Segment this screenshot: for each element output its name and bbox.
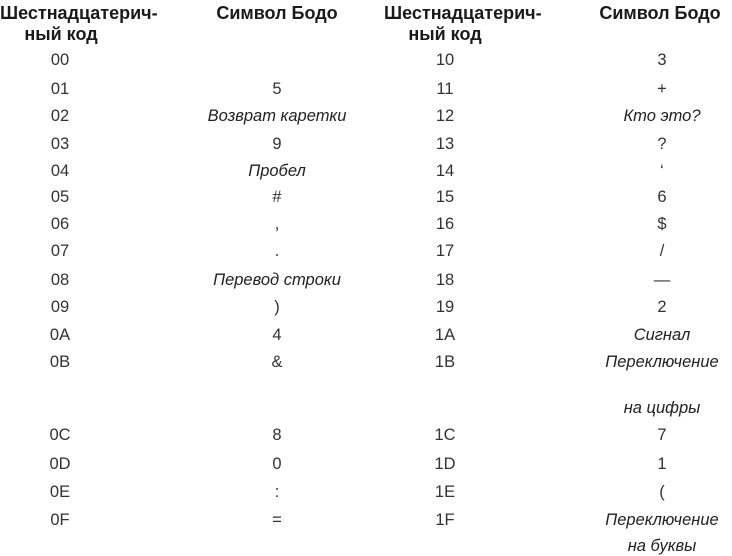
baudot-symbol-cell: & xyxy=(271,353,283,371)
hex-code-cell: 16 xyxy=(435,215,455,233)
baudot-symbol-cell: $ xyxy=(657,215,667,233)
hex-code-cell: 15 xyxy=(435,188,455,206)
header-hex-right: Шестнадцатерич- ный код xyxy=(384,3,542,44)
header-symbol-right: Символ Бодо xyxy=(599,3,721,23)
baudot-symbol-cell: Возврат каретки xyxy=(207,107,347,125)
baudot-symbol-cell: . xyxy=(274,242,280,260)
hex-code-cell: 05 xyxy=(50,188,70,206)
hex-code-cell: 04 xyxy=(50,162,70,180)
baudot-symbol-cell: 6 xyxy=(657,188,667,206)
hex-code-cell: 07 xyxy=(50,242,70,260)
baudot-symbol-cell: : xyxy=(274,483,280,501)
hex-code-cell: 02 xyxy=(50,107,70,125)
baudot-symbol-cell: ) xyxy=(274,298,280,316)
hex-code-cell: 1F xyxy=(435,511,455,529)
hex-code-cell: 0E xyxy=(49,483,71,501)
hex-code-cell: 0B xyxy=(49,353,71,371)
baudot-symbol-cell: + xyxy=(657,80,667,98)
baudot-symbol-cell: Кто это? xyxy=(623,107,701,125)
baudot-symbol-cell: 7 xyxy=(657,426,667,444)
hex-code-cell: 12 xyxy=(435,107,455,125)
baudot-symbol-cell: Перевод строки xyxy=(213,271,341,289)
baudot-symbol-cell: , xyxy=(274,215,280,233)
baudot-symbol-cell: 4 xyxy=(272,326,282,344)
hex-code-cell: 06 xyxy=(50,215,70,233)
baudot-symbol-cell: на буквы xyxy=(627,537,697,555)
baudot-symbol-cell: Пробел xyxy=(248,162,306,180)
hex-code-cell: 08 xyxy=(50,271,70,289)
hex-code-cell: 1C xyxy=(434,426,456,444)
hex-code-cell: 10 xyxy=(435,51,455,69)
baudot-symbol-cell: ? xyxy=(657,135,667,153)
baudot-symbol-cell: ( xyxy=(659,483,665,501)
baudot-symbol-cell: 1 xyxy=(657,455,667,473)
header-symbol-left: Символ Бодо xyxy=(216,3,338,23)
baudot-symbol-cell: — xyxy=(653,271,671,289)
baudot-symbol-cell: 0 xyxy=(272,455,282,473)
hex-code-cell: 1D xyxy=(434,455,456,473)
hex-code-cell: 1A xyxy=(434,326,456,344)
hex-code-cell: 11 xyxy=(436,80,454,98)
baudot-symbol-cell: на цифры xyxy=(623,399,701,417)
header-hex-left: Шестнадцатерич- ный код xyxy=(0,3,158,44)
hex-code-cell: 17 xyxy=(435,242,455,260)
hex-code-cell: 0D xyxy=(49,455,71,473)
baudot-symbol-cell: ‘ xyxy=(660,162,664,180)
hex-code-cell: 1B xyxy=(434,353,456,371)
baudot-symbol-cell: = xyxy=(272,511,282,529)
baudot-symbol-cell: 9 xyxy=(272,135,282,153)
hex-code-cell: 0F xyxy=(50,511,70,529)
hex-code-cell: 14 xyxy=(435,162,455,180)
hex-code-cell: 0C xyxy=(49,426,71,444)
baudot-symbol-cell: 5 xyxy=(272,80,282,98)
hex-code-cell: 00 xyxy=(50,51,70,69)
hex-code-cell: 0A xyxy=(49,326,71,344)
hex-code-cell: 09 xyxy=(50,298,70,316)
hex-code-cell: 03 xyxy=(50,135,70,153)
baudot-symbol-cell: # xyxy=(272,188,282,206)
baudot-symbol-cell: 8 xyxy=(272,426,282,444)
hex-code-cell: 13 xyxy=(435,135,455,153)
hex-code-cell: 1E xyxy=(434,483,456,501)
hex-code-cell: 19 xyxy=(435,298,455,316)
hex-code-cell: 18 xyxy=(435,271,455,289)
baudot-symbol-cell: Переключение xyxy=(605,353,719,371)
baudot-symbol-cell: 3 xyxy=(657,51,667,69)
baudot-symbol-cell: 2 xyxy=(657,298,667,316)
hex-code-cell: 01 xyxy=(50,80,70,98)
baudot-symbol-cell: Переключение xyxy=(605,511,719,529)
baudot-symbol-cell: / xyxy=(659,242,665,260)
baudot-symbol-cell: Сигнал xyxy=(633,326,691,344)
